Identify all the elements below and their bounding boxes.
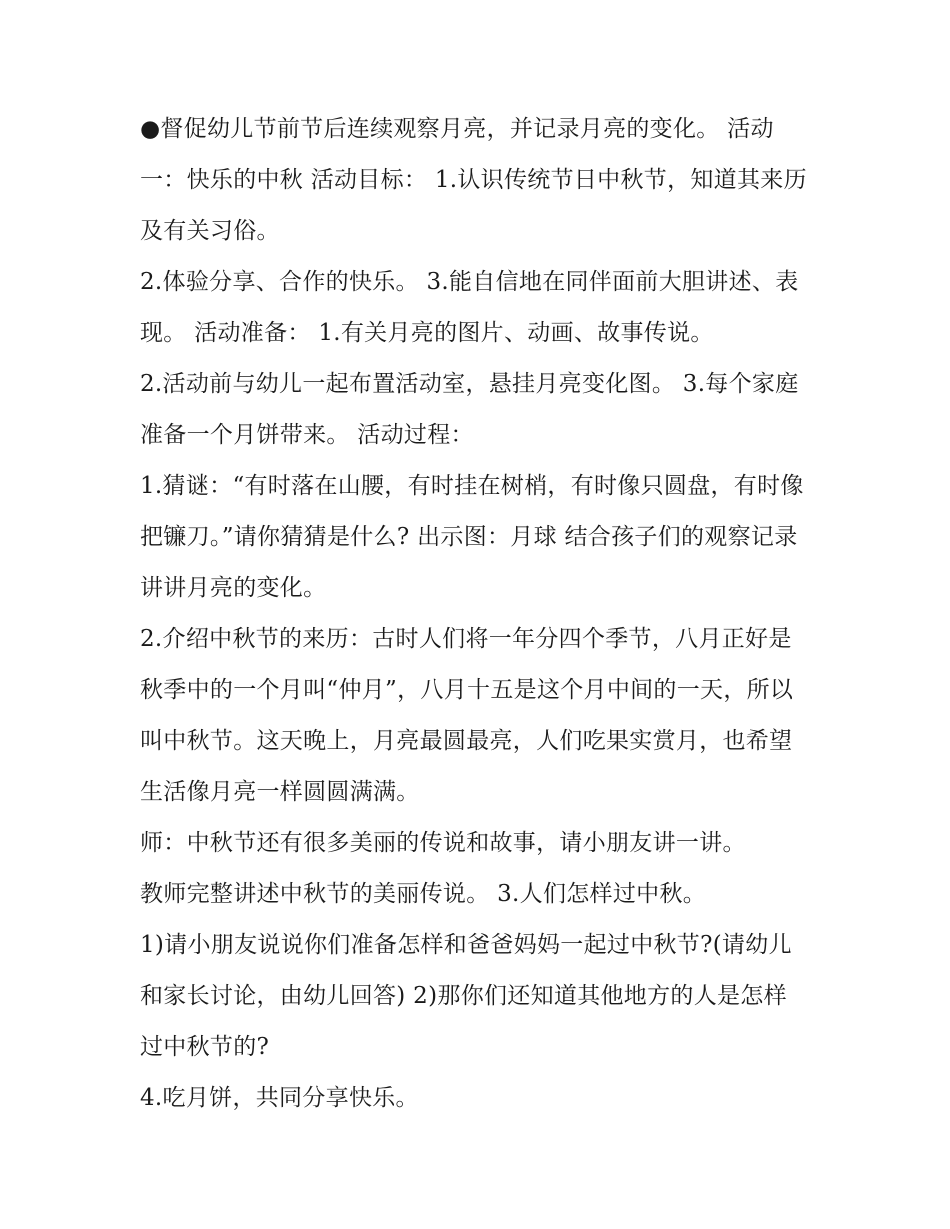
paragraph-3: 2.活动前与幼儿一起布置活动室，悬挂月亮变化图。 3.每个家庭准备一个月饼带来。 活动过程： (140, 371, 799, 448)
paragraph-7: 教师完整讲述中秋节的美丽传说。 3.人们怎样过中秋。 (140, 881, 707, 907)
paragraph-9: 4.吃月饼，共同分享快乐。 (140, 1085, 419, 1111)
document-body (140, 104, 810, 1124)
paragraph-5: 2.介绍中秋节的来历：古时人们将一年分四个季节，八月正好是秋季中的一个月叫“仲月”，八月十五是这个月中间的一天，所以叫中秋节。这天晚上，月亮最圆最亮，人们吃果实赏月，也希望生活像月亮一样圆圆满满。 (140, 626, 794, 805)
paragraph-2: 2.体验分享、合作的快乐。 3.能自信地在同伴面前大胆讲述、表现。 活动准备： 1.有关月亮的图片、动画、故事传说。 (140, 269, 799, 346)
paragraph-1: ●督促幼儿节前节后连续观察月亮，并记录月亮的变化。 活动一：快乐的中秋 活动目标： 1.认识传统节日中秋节，知道其来历及有关习俗。 (140, 116, 807, 244)
paragraph-6: 师：中秋节还有很多美丽的传说和故事，请小朋友讲一讲。 (140, 830, 746, 856)
paragraph-4: 1.猜谜：“有时落在山腰，有时挂在树梢，有时像只圆盘，有时像把镰刀。”请你猜猜是什么? 出示图：月球 结合孩子们的观察记录讲讲月亮的变化。 (140, 473, 804, 601)
paragraph-8: 1)请小朋友说说你们准备怎样和爸爸妈妈一起过中秋节?(请幼儿和家长讨论，由幼儿回答) 2)那你们还知道其他地方的人是怎样过中秋节的? (140, 932, 792, 1060)
